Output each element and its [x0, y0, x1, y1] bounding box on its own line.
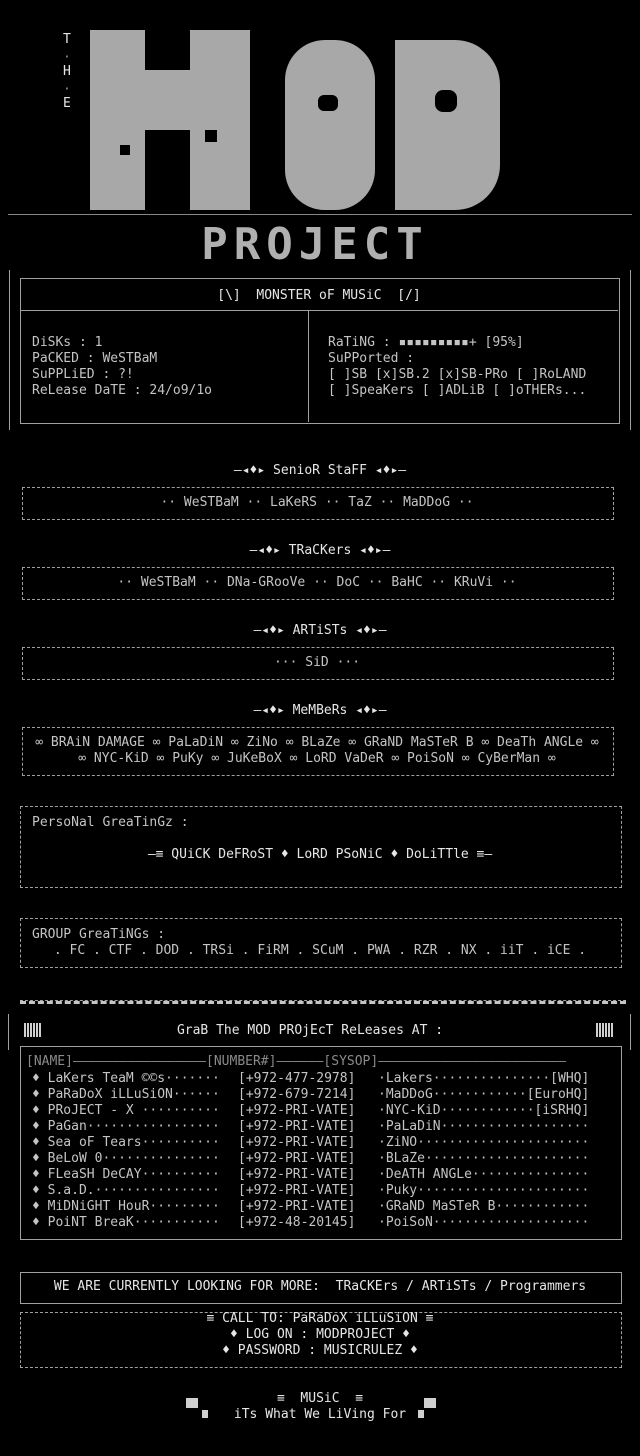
bbs-name: ♦ PRoJECT - X ·········· — [32, 1103, 220, 1118]
logo-m-right — [190, 30, 250, 210]
group-greetings-list: . FC . CTF . DOD . TRSi . FiRM . SCuM . PWA . RZR . NX . iiT . iCE . — [53, 943, 587, 958]
bbs-name: ♦ MiDNiGHT HouR········· — [32, 1199, 220, 1214]
senior-staff-list: ·· WeSTBaM ·· LaKeRS ·· TaZ ·· MaDDoG ·· — [160, 495, 474, 510]
bbs-sysop: ·DeATH ANGLe··············· — [378, 1167, 590, 1182]
info-rating: RaTiNG : ▪▪▪▪▪▪▪▪▪+ [95%] — [328, 335, 524, 350]
bbs-name: ♦ PoiNT BreaK··········· — [32, 1215, 220, 1230]
bbs-sysop: ·PaLaDiN··················· — [378, 1119, 590, 1134]
log-on: ♦ LOG ON : MODPROJECT ♦ — [229, 1327, 410, 1342]
recruitment-text: WE ARE CURRENTLY LOOKING FOR MORE: TRaCKErs / ARTiSTs / Programmers — [53, 1279, 587, 1294]
logo-m-left — [90, 30, 145, 210]
info-packed: PaCKED : WeSTBaM — [32, 351, 158, 366]
bbs-sysop: ·Lakers···············[WHQ] — [378, 1071, 590, 1086]
bbs-name: ♦ FLeaSH DeCAY·········· — [32, 1167, 220, 1182]
bbs-sysop: ·ZiNO······················ — [378, 1135, 590, 1150]
bbs-name: ♦ PaGan················· — [32, 1119, 220, 1134]
bbs-number: [+972-PRI-VATE] — [238, 1103, 356, 1118]
group-greetings-label: GROUP GreaTiNGs : — [32, 927, 166, 942]
bbs-header: [NAME]—————————————————[NUMBER#]——————[SYSOP]———————————————————————— — [26, 1054, 567, 1069]
bbs-number: [+972-679-7214] — [238, 1087, 356, 1102]
members-list-1: ∞ BRAiN DAMAGE ∞ PaLaDiN ∞ ZiNo ∞ BLaZe ∞ GRaND MaSTeR B ∞ DeaTh ANGLe ∞ — [35, 735, 599, 750]
logo-t-letter: T — [63, 32, 71, 47]
footer-tagline: iTs What We LiVing For — [233, 1407, 407, 1422]
info-disks: DiSKs : 1 — [32, 335, 103, 350]
bbs-number: [+972-48-20145] — [238, 1215, 356, 1230]
personal-greetings-list: —≡ QUiCK DeFRoST ♦ LoRD PSoNiC ♦ DoLiTTle ≡— — [147, 847, 493, 862]
bbs-number: [+972-477-2978] — [238, 1071, 356, 1086]
bbs-number: [+972-PRI-VATE] — [238, 1167, 356, 1182]
logo-baseline — [8, 214, 632, 215]
section-header: —◂♦▸ SenioR StaFF ◂♦▸— — [233, 463, 407, 478]
logo-h-letter: H — [63, 64, 71, 79]
bbs-title: GraB The MOD PROjEcT ReLeases AT : — [176, 1023, 444, 1038]
bbs-number: [+972-PRI-VATE] — [238, 1151, 356, 1166]
footer-music: ≡ MUSiC ≡ — [276, 1391, 364, 1406]
call-to: ≡ CALL TO: PaRaDoX iLLuSiON ≡ — [206, 1311, 434, 1326]
bbs-name: ♦ S.a.D.················ — [32, 1183, 220, 1198]
section-header: —◂♦▸ MeMBeRs ◂♦▸— — [253, 703, 387, 718]
info-supplied: SuPPLiED : ?! — [32, 367, 134, 382]
info-soundcards-2: [ ]SpeaKers [ ]ADLiB [ ]oTHERs... — [328, 383, 587, 398]
bbs-sysop: ·GRaND MaSTeR B············ — [378, 1199, 590, 1214]
bbs-sysop: ·Puky······················ — [378, 1183, 590, 1198]
bbs-name: ♦ Sea oF Tears·········· — [32, 1135, 220, 1150]
info-release-date: ReLease DaTE : 24/o9/1o — [32, 383, 213, 398]
logo-o — [285, 40, 375, 210]
logo-e-letter: E — [63, 96, 71, 111]
logo-subtitle: PROJECT — [201, 219, 429, 270]
members-list-2: ∞ NYC-KiD ∞ PuKy ∞ JuKeBoX ∞ LoRD VaDeR ∞ PoiSoN ∞ CyBerMan ∞ — [78, 751, 556, 766]
bbs-sysop: ·PoiSoN···················· — [378, 1215, 590, 1230]
artists-list: ··· SiD ··· — [273, 655, 361, 670]
bbs-number: [+972-PRI-VATE] — [238, 1199, 356, 1214]
password: ♦ PASSWORD : MUSICRULEZ ♦ — [222, 1343, 418, 1358]
bbs-sysop: ·NYC-KiD············[iSRHQ] — [378, 1103, 590, 1118]
personal-greetings-label: PersoNal GreaTinGz : — [32, 815, 189, 830]
section-header: —◂♦▸ TRaCKers ◂♦▸— — [249, 543, 391, 558]
info-supported: SuPPorted : — [328, 351, 415, 366]
bbs-number: [+972-PRI-VATE] — [238, 1183, 356, 1198]
bbs-number: [+972-PRI-VATE] — [238, 1135, 356, 1150]
bbs-name: ♦ PaRaDoX iLLuSiON······ — [32, 1087, 220, 1102]
bbs-sysop: ·MaDDoG············[EuroHQ] — [378, 1087, 590, 1102]
bbs-name: ♦ BeLoW 0··············· — [32, 1151, 220, 1166]
bbs-number: [+972-PRI-VATE] — [238, 1119, 356, 1134]
logo-d — [395, 40, 500, 210]
section-header: —◂♦▸ ARTiSTs ◂♦▸— — [253, 623, 387, 638]
info-soundcards-1: [ ]SB [x]SB.2 [x]SB-PRo [ ]RoLAND — [328, 367, 587, 382]
bbs-sysop: ·BLaZe····················· — [378, 1151, 590, 1166]
bbs-name: ♦ LaKers TeaM ©©s······· — [32, 1071, 220, 1086]
title-bar: [\] MONSTER oF MUSiC [/] — [217, 288, 421, 303]
trackers-list: ·· WeSTBaM ·· DNa-GRooVe ·· DoC ·· BaHC ·· KRuVi ·· — [117, 575, 517, 590]
